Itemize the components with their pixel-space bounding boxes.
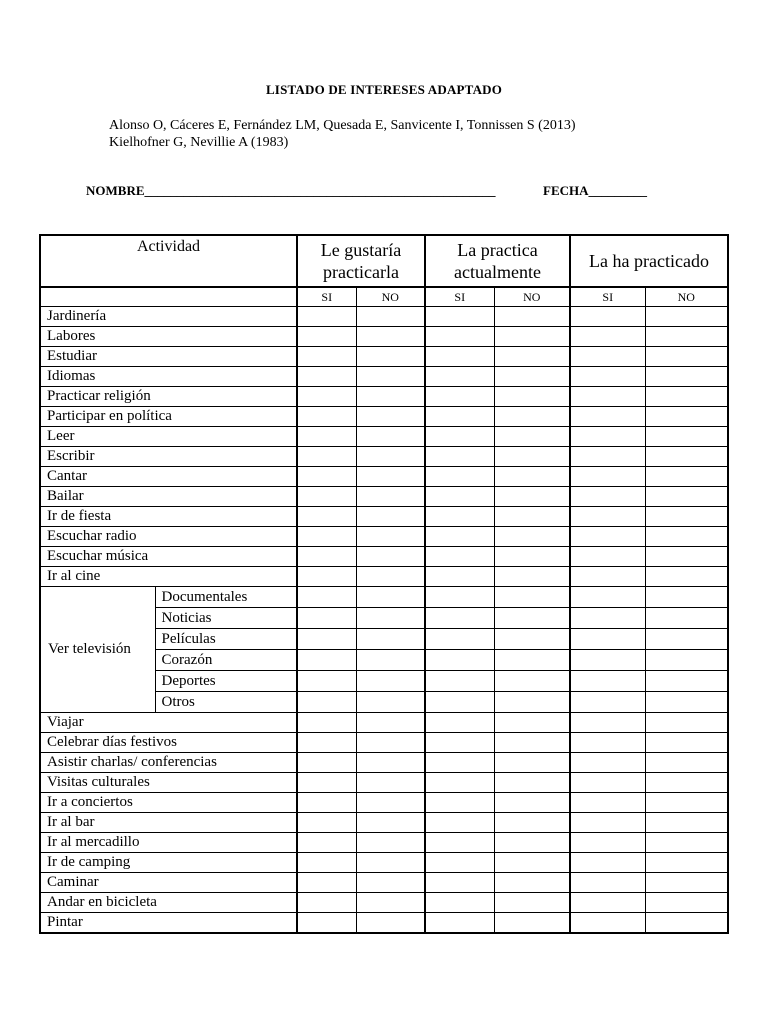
nombre-field[interactable]	[86, 183, 496, 199]
tv-subactivity-label: Documentales	[155, 587, 297, 608]
answer-cell[interactable]	[570, 347, 645, 367]
answer-cell[interactable]	[297, 813, 356, 833]
subheader-si: SI	[570, 287, 645, 307]
table-row	[40, 773, 728, 793]
activity-label: Ir al cine	[40, 567, 297, 587]
answer-cell[interactable]	[570, 487, 645, 507]
answer-cell[interactable]	[297, 713, 356, 733]
tv-subactivity-label: Películas	[155, 629, 297, 650]
table-row	[40, 567, 728, 587]
activity-label: Estudiar	[40, 347, 297, 367]
answer-cell[interactable]	[494, 733, 570, 753]
answer-cell[interactable]	[425, 567, 494, 587]
answer-cell[interactable]	[494, 629, 570, 650]
subheader-si: SI	[425, 287, 494, 307]
answer-cell[interactable]	[494, 671, 570, 692]
table-row	[40, 913, 728, 934]
tv-subactivity-label: Corazón	[155, 650, 297, 671]
answer-cell[interactable]	[645, 629, 728, 650]
answer-cell[interactable]	[570, 671, 645, 692]
answer-cell[interactable]	[297, 447, 356, 467]
answer-cell[interactable]	[425, 487, 494, 507]
answer-cell[interactable]	[645, 347, 728, 367]
answer-cell[interactable]	[356, 307, 425, 327]
answer-cell[interactable]	[645, 833, 728, 853]
answer-cell[interactable]	[494, 813, 570, 833]
table-row	[40, 487, 728, 507]
answer-cell[interactable]	[356, 853, 425, 873]
table-row	[40, 813, 728, 833]
answer-cell[interactable]	[356, 629, 425, 650]
answer-cell[interactable]	[356, 692, 425, 713]
answer-cell[interactable]	[297, 327, 356, 347]
answer-cell[interactable]	[570, 753, 645, 773]
answer-cell[interactable]	[425, 608, 494, 629]
answer-cell[interactable]	[570, 713, 645, 733]
answer-cell[interactable]	[356, 650, 425, 671]
answer-cell[interactable]	[494, 587, 570, 608]
answer-cell[interactable]	[570, 913, 645, 934]
answer-cell[interactable]	[645, 913, 728, 934]
answer-cell[interactable]	[494, 713, 570, 733]
table-row	[40, 713, 728, 733]
subheader-si: SI	[297, 287, 356, 307]
answer-cell[interactable]	[297, 671, 356, 692]
activity-label: Ir al bar	[40, 813, 297, 833]
answer-cell[interactable]	[425, 327, 494, 347]
answer-cell[interactable]	[297, 347, 356, 367]
answer-cell[interactable]	[425, 671, 494, 692]
answer-cell[interactable]	[570, 873, 645, 893]
answer-cell[interactable]	[570, 773, 645, 793]
answer-cell[interactable]	[425, 527, 494, 547]
answer-cell[interactable]	[494, 692, 570, 713]
answer-cell[interactable]	[356, 671, 425, 692]
activity-label: Participar en política	[40, 407, 297, 427]
answer-cell[interactable]	[494, 773, 570, 793]
header-le-gustaria: Le gustaría practicarla	[297, 235, 425, 287]
answer-cell[interactable]	[645, 793, 728, 813]
answer-cell[interactable]	[494, 833, 570, 853]
answer-cell[interactable]	[570, 387, 645, 407]
table-row	[40, 407, 728, 427]
activity-label: Practicar religión	[40, 387, 297, 407]
answer-cell[interactable]	[297, 427, 356, 447]
activity-label: Escribir	[40, 447, 297, 467]
answer-cell[interactable]	[645, 447, 728, 467]
table-row	[40, 587, 728, 608]
answer-cell[interactable]	[494, 407, 570, 427]
answer-cell[interactable]	[425, 833, 494, 853]
answer-cell[interactable]	[356, 387, 425, 407]
answer-cell[interactable]	[645, 692, 728, 713]
table-row	[40, 733, 728, 753]
answer-cell[interactable]	[297, 692, 356, 713]
table-row	[40, 753, 728, 773]
answer-cell[interactable]	[494, 873, 570, 893]
answer-cell[interactable]	[645, 608, 728, 629]
answer-cell[interactable]	[645, 427, 728, 447]
answer-cell[interactable]	[425, 733, 494, 753]
answer-cell[interactable]	[297, 507, 356, 527]
header-la-practica: La practica actualmente	[425, 235, 570, 287]
answer-cell[interactable]	[494, 527, 570, 547]
answer-cell[interactable]	[297, 853, 356, 873]
answer-cell[interactable]	[425, 713, 494, 733]
answer-cell[interactable]	[494, 507, 570, 527]
answer-cell[interactable]	[297, 567, 356, 587]
answer-cell[interactable]	[570, 467, 645, 487]
table-row	[40, 507, 728, 527]
answer-cell[interactable]	[356, 813, 425, 833]
answer-cell[interactable]	[356, 773, 425, 793]
answer-cell[interactable]	[297, 913, 356, 934]
answer-cell[interactable]	[645, 813, 728, 833]
answer-cell[interactable]	[645, 487, 728, 507]
answer-cell[interactable]	[645, 467, 728, 487]
activity-label: Escuchar música	[40, 547, 297, 567]
answer-cell[interactable]	[425, 813, 494, 833]
answer-cell[interactable]	[570, 567, 645, 587]
answer-cell[interactable]	[356, 753, 425, 773]
answer-cell[interactable]	[425, 367, 494, 387]
answer-cell[interactable]	[494, 347, 570, 367]
answer-cell[interactable]	[645, 527, 728, 547]
answer-cell[interactable]	[425, 467, 494, 487]
answer-cell[interactable]	[570, 733, 645, 753]
answer-cell[interactable]	[570, 427, 645, 447]
answer-cell[interactable]	[425, 547, 494, 567]
answer-cell[interactable]	[494, 547, 570, 567]
answer-cell[interactable]	[356, 913, 425, 934]
answer-cell[interactable]	[494, 853, 570, 873]
tv-subactivity-label: Otros	[155, 692, 297, 713]
activity-label: Ir a conciertos	[40, 793, 297, 813]
answer-cell[interactable]	[356, 587, 425, 608]
activity-label: Ir de fiesta	[40, 507, 297, 527]
answer-cell[interactable]	[645, 587, 728, 608]
activity-label: Escuchar radio	[40, 527, 297, 547]
answer-cell[interactable]	[425, 692, 494, 713]
answer-cell[interactable]	[494, 447, 570, 467]
answer-cell[interactable]	[425, 853, 494, 873]
answer-cell[interactable]	[425, 873, 494, 893]
answer-cell[interactable]	[356, 713, 425, 733]
answer-cell[interactable]	[645, 773, 728, 793]
answer-cell[interactable]	[425, 507, 494, 527]
answer-cell[interactable]	[645, 853, 728, 873]
answer-cell[interactable]	[570, 853, 645, 873]
answer-cell[interactable]	[570, 527, 645, 547]
answer-cell[interactable]	[297, 629, 356, 650]
answer-cell[interactable]	[645, 567, 728, 587]
table-row	[40, 467, 728, 487]
answer-cell[interactable]	[645, 650, 728, 671]
answer-cell[interactable]	[297, 833, 356, 853]
answer-cell[interactable]	[570, 327, 645, 347]
table-row	[40, 547, 728, 567]
answer-cell[interactable]	[645, 327, 728, 347]
answer-cell[interactable]	[425, 650, 494, 671]
subheader-no: NO	[356, 287, 425, 307]
answer-cell[interactable]	[494, 793, 570, 813]
answer-cell[interactable]	[356, 447, 425, 467]
answer-cell[interactable]	[356, 427, 425, 447]
tv-subactivity-label: Noticias	[155, 608, 297, 629]
answer-cell[interactable]	[297, 773, 356, 793]
answer-cell[interactable]	[297, 407, 356, 427]
answer-cell[interactable]	[425, 893, 494, 913]
activity-label: Ir al mercadillo	[40, 833, 297, 853]
answer-cell[interactable]	[570, 447, 645, 467]
answer-cell[interactable]	[494, 467, 570, 487]
answer-cell[interactable]	[297, 487, 356, 507]
reference-line: Kielhofner G, Nevillie A (1983)	[109, 135, 289, 150]
answer-cell[interactable]	[570, 507, 645, 527]
answer-cell[interactable]	[297, 587, 356, 608]
answer-cell[interactable]	[494, 387, 570, 407]
answer-cell[interactable]	[425, 387, 494, 407]
answer-cell[interactable]	[645, 367, 728, 387]
activity-label: Andar en bicicleta	[40, 893, 297, 913]
header-la-ha-practicado: La ha practicado	[570, 235, 728, 287]
answer-cell[interactable]	[356, 467, 425, 487]
activity-label: Bailar	[40, 487, 297, 507]
answer-cell[interactable]	[570, 367, 645, 387]
activity-label: Celebrar días festivos	[40, 733, 297, 753]
table-row	[40, 367, 728, 387]
table-row	[40, 387, 728, 407]
answer-cell[interactable]	[645, 733, 728, 753]
answer-cell[interactable]	[570, 587, 645, 608]
answer-cell[interactable]	[356, 733, 425, 753]
answer-cell[interactable]	[425, 913, 494, 934]
activity-label: Asistir charlas/ conferencias	[40, 753, 297, 773]
interests-table	[39, 234, 729, 934]
answer-cell[interactable]	[570, 692, 645, 713]
activity-label: Ir de camping	[40, 853, 297, 873]
answer-cell[interactable]	[425, 307, 494, 327]
answer-cell[interactable]	[645, 753, 728, 773]
table-row	[40, 427, 728, 447]
answer-cell[interactable]	[297, 608, 356, 629]
answer-cell[interactable]	[494, 608, 570, 629]
answer-cell[interactable]	[297, 733, 356, 753]
answer-cell[interactable]	[356, 487, 425, 507]
answer-cell[interactable]	[570, 629, 645, 650]
activity-label: Leer	[40, 427, 297, 447]
answer-cell[interactable]	[425, 773, 494, 793]
answer-cell[interactable]	[425, 793, 494, 813]
answer-cell[interactable]	[297, 307, 356, 327]
answer-cell[interactable]	[356, 547, 425, 567]
answer-cell[interactable]	[425, 587, 494, 608]
table-row	[40, 833, 728, 853]
tv-activity-label: Ver televisión	[40, 587, 155, 713]
answer-cell[interactable]	[356, 893, 425, 913]
answer-cell[interactable]	[645, 893, 728, 913]
answer-cell[interactable]	[356, 367, 425, 387]
fecha-line: _________	[588, 183, 647, 198]
activity-label: Viajar	[40, 713, 297, 733]
answer-cell[interactable]	[297, 547, 356, 567]
table-row	[40, 307, 728, 327]
answer-cell[interactable]	[494, 913, 570, 934]
answer-cell[interactable]	[494, 487, 570, 507]
answer-cell[interactable]	[425, 629, 494, 650]
answer-cell[interactable]	[297, 387, 356, 407]
answer-cell[interactable]	[356, 507, 425, 527]
nombre-line: ______________________________________________________	[144, 183, 496, 198]
answer-cell[interactable]	[494, 893, 570, 913]
answer-cell[interactable]	[494, 427, 570, 447]
table-row	[40, 327, 728, 347]
answer-cell[interactable]	[297, 467, 356, 487]
activity-label: Visitas culturales	[40, 773, 297, 793]
reference-line: Alonso O, Cáceres E, Fernández LM, Quesada E, Sanvicente I, Tonnissen S (2013)	[109, 118, 576, 133]
page-title: LISTADO DE INTERESES ADAPTADO	[265, 82, 503, 97]
table-row	[40, 793, 728, 813]
answer-cell[interactable]	[356, 793, 425, 813]
answer-cell[interactable]	[645, 307, 728, 327]
answer-cell[interactable]	[494, 650, 570, 671]
answer-cell[interactable]	[425, 407, 494, 427]
table-row	[40, 347, 728, 367]
answer-cell[interactable]	[494, 567, 570, 587]
answer-cell[interactable]	[645, 671, 728, 692]
answer-cell[interactable]	[645, 547, 728, 567]
subheader-no: NO	[645, 287, 728, 307]
answer-cell[interactable]	[356, 608, 425, 629]
answer-cell[interactable]	[570, 407, 645, 427]
fecha-label: FECHA	[543, 183, 589, 198]
answer-cell[interactable]	[570, 650, 645, 671]
references	[109, 117, 575, 151]
answer-cell[interactable]	[570, 833, 645, 853]
answer-cell[interactable]	[645, 713, 728, 733]
table-row	[40, 527, 728, 547]
answer-cell[interactable]	[425, 427, 494, 447]
table-row	[40, 853, 728, 873]
tv-subactivity-label: Deportes	[155, 671, 297, 692]
answer-cell[interactable]	[570, 307, 645, 327]
activity-label: Jardinería	[40, 307, 297, 327]
answer-cell[interactable]	[494, 307, 570, 327]
nombre-label: NOMBRE	[86, 183, 145, 198]
answer-cell[interactable]	[570, 813, 645, 833]
table-row	[40, 447, 728, 467]
answer-cell[interactable]	[297, 753, 356, 773]
answer-cell[interactable]	[645, 873, 728, 893]
answer-cell[interactable]	[356, 833, 425, 853]
answer-cell[interactable]	[570, 893, 645, 913]
answer-cell[interactable]	[297, 527, 356, 547]
fecha-field[interactable]	[543, 183, 647, 199]
answer-cell[interactable]	[425, 753, 494, 773]
answer-cell[interactable]	[297, 893, 356, 913]
answer-cell[interactable]	[645, 387, 728, 407]
activity-label: Pintar	[40, 913, 297, 934]
answer-cell[interactable]	[425, 347, 494, 367]
subheader-blank	[40, 287, 297, 307]
header-actividad: Actividad	[40, 235, 297, 287]
table-row	[40, 873, 728, 893]
activity-label: Caminar	[40, 873, 297, 893]
answer-cell[interactable]	[297, 793, 356, 813]
answer-cell[interactable]	[645, 507, 728, 527]
table-row	[40, 893, 728, 913]
answer-cell[interactable]	[356, 327, 425, 347]
answer-cell[interactable]	[356, 527, 425, 547]
answer-cell[interactable]	[297, 367, 356, 387]
answer-cell[interactable]	[297, 650, 356, 671]
activity-label: Idiomas	[40, 367, 297, 387]
answer-cell[interactable]	[356, 567, 425, 587]
answer-cell[interactable]	[494, 327, 570, 347]
activity-label: Cantar	[40, 467, 297, 487]
answer-cell[interactable]	[425, 447, 494, 467]
activity-label: Labores	[40, 327, 297, 347]
answer-cell[interactable]	[297, 873, 356, 893]
answer-cell[interactable]	[570, 793, 645, 813]
answer-cell[interactable]	[494, 367, 570, 387]
answer-cell[interactable]	[356, 873, 425, 893]
subheader-no: NO	[494, 287, 570, 307]
answer-cell[interactable]	[356, 407, 425, 427]
answer-cell[interactable]	[494, 753, 570, 773]
answer-cell[interactable]	[356, 347, 425, 367]
answer-cell[interactable]	[645, 407, 728, 427]
answer-cell[interactable]	[570, 547, 645, 567]
answer-cell[interactable]	[570, 608, 645, 629]
